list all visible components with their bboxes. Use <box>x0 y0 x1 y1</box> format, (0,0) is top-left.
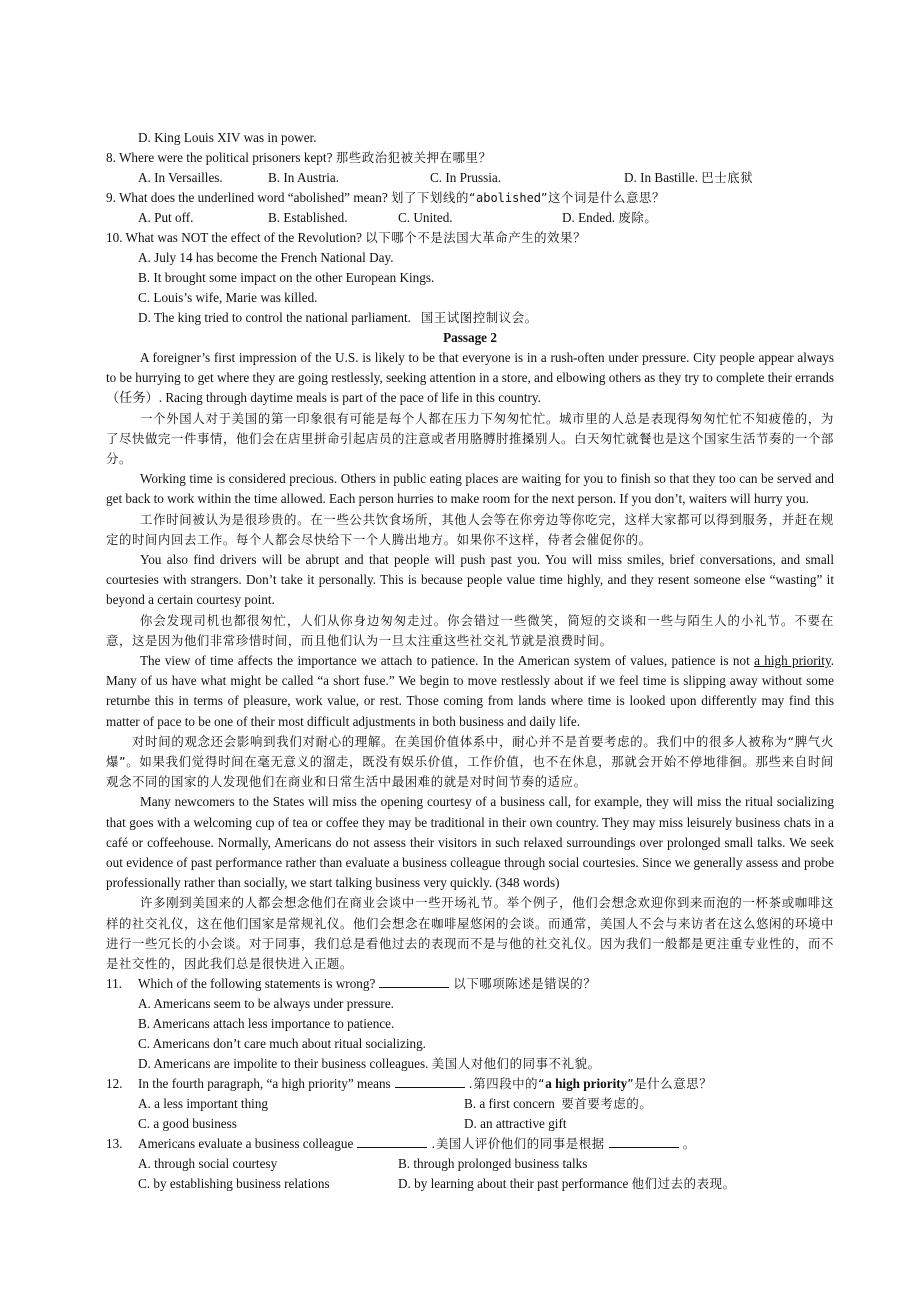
paragraph-1-cn: 一个外国人对于美国的第一印象很有可能是每个人都在压力下匆匆忙忙。城市里的人总是表现得匆匆忙忙不知疲倦的，为了尽快做完一件事情，他们会在店里拼命引起店员的注意或者用胳膊肘推搡别人。白天匆忙就餐也是这个国家生活节奏的一个部分。 <box>106 410 834 467</box>
q13-options-ab <box>106 1154 834 1174</box>
q8-options <box>106 168 834 188</box>
q9-stem-cn-2: ”这个词是什么意思？ <box>541 190 665 205</box>
q9-stem <box>106 188 834 208</box>
q11-blank <box>379 974 449 988</box>
q8-option-c: C. In Prussia. <box>430 170 502 185</box>
q11-option-b: B. Americans attach less importance to patience. <box>138 1016 395 1032</box>
q11-option-d: D. Americans are impolite to their business colleagues. 美国人对他们的同事不礼貌。 <box>138 1056 601 1072</box>
q11-option-a: A. Americans seem to be always under pressure. <box>138 996 394 1012</box>
paragraph-1-en: A foreigner’s first impression of the U.S. is likely to be that everyone is in a rush-often under pressure. City people appear always to be hurrying to get where they are going restlessly, seeking attention in a store, and elbowing others as they try to complete their errands （任务）. Racing through daytime meals is part of the pace of life in this country. <box>106 350 834 406</box>
q10-stem-cn: 以下哪个不是法国大革命产生的效果？ <box>365 230 587 245</box>
q9-option-a: A. Put off. <box>138 210 194 225</box>
paragraph-3-cn: 你会发现司机也都很匆忙，人们从你身边匆匆走过。你会错过一些微笑，简短的交谈和一些与陌生人的小礼节。不要在意，这是因为他们非常珍惜时间，而且他们认为一旦太注重这些社交礼节就是浪费时间。 <box>106 612 834 648</box>
q10-option-b: B. It brought some impact on the other European Kings. <box>138 270 435 285</box>
q13-stem: 13. Americans evaluate a business colleague .美国人评价他们的同事是根据 。 <box>106 1136 696 1152</box>
passage-title: Passage 2 <box>443 330 497 345</box>
q9-option-c: C. United. <box>398 210 453 225</box>
q12-options-ab <box>106 1094 834 1114</box>
q13-blank-2 <box>609 1134 679 1148</box>
q8-stem <box>106 148 834 168</box>
q9-stem-cn-1: 划了下划线的“ <box>391 190 476 205</box>
q12-option-b: B. a first concern 要首要考虑的。 <box>464 1096 653 1112</box>
q12-option-a: A. a less important thing <box>138 1096 269 1112</box>
q12-option-c: C. a good business <box>138 1116 237 1132</box>
q11-option-c: C. Americans don’t care much about ritual socializing. <box>138 1036 426 1052</box>
underlined-high-priority: a high priority <box>754 653 831 669</box>
q13-options-cd <box>106 1174 834 1194</box>
paragraph-5-en: Many newcomers to the States will miss the opening courtesy of a business call, for example, they will miss the ritual socializing that goes with a welcoming cup of tea or coffee they may be traditional in their own country. They may miss leisurely business chats in a café or coffeehouse. Normally, Americans do not assess their visitors in such relaxed surroundings over prolonged small talks. We seek out evidence of past performance rather than evaluate a business colleague through social courtesies. Since we generally assess and probe professionally rather than socially, we start talking business very quickly. (348 words) <box>106 794 834 891</box>
q8-option-b: B. In Austria. <box>268 170 340 185</box>
q13-option-b: B. through prolonged business talks <box>398 1156 588 1172</box>
paragraph-5-cn: 许多刚到美国来的人都会想念他们在商业会谈中一些开场礼节。举个例子，他们会想念欢迎你到来而泡的一杯茶或咖啡这样的社交礼仪，这在他们国家是常规礼仪。他们会想念在咖啡屋悠闲的会谈。而通常，美国人不会与来访者在这么悠闲的环境中进行一些冗长的小会谈。对于同事，我们总是看他过去的表现而不是与他的社交礼仪。因为我们一般都是更注重专业性的，而不是社交性的，因此我们总是很快进入正题。 <box>106 895 834 972</box>
q10-option-c: C. Louis’s wife, Marie was killed. <box>138 290 318 305</box>
paragraph-4-en: The view of time affects the importance we attach to patience. In the American system of values, patience is not a high priority. Many of us have what might be called “a short fuse.” We begin to move restlessly about if we feel time is slipping away without some returnbe this in terms of pleasure, work value, or rest. Those coming from lands where time is looked upon differently may find this matter of pace to be one of their most difficult adjustments in both business and daily life. <box>106 653 834 729</box>
q8-stem-cn: 那些政治犯被关押在哪里？ <box>335 150 492 165</box>
paragraph-3-en: You also find drivers will be abrupt and that people will push past you. You will miss smiles, brief conversations, and small courtesies with strangers. Don’t take it personally. This is because people value time highly, and they resent someone else “wasting” it beyond a certain courtesy point. <box>106 552 834 608</box>
q9-option-d: D. Ended. 废除。 <box>562 210 658 225</box>
document-page <box>106 120 834 1194</box>
q10-option-a: A. July 14 has become the French National Day. <box>138 250 394 265</box>
paragraph-2-cn: 工作时间被认为是很珍贵的。在一些公共饮食场所，其他人会等在你旁边等你吃完，这样大家都可以得到服务，并赶在规定的时间内回去工作。每个人都会尽快给下一个人腾出地方。如果你不这样，侍者会催促你的。 <box>106 511 834 547</box>
q9-stem-word: abolished <box>476 191 542 205</box>
q13-option-a: A. through social courtesy <box>138 1156 278 1172</box>
q12-stem: 12. In the fourth paragraph, “a high priority” means .第四段中的“a high priority”是什么意思？ <box>106 1076 713 1092</box>
q9-option-b: B. Established. <box>268 210 348 225</box>
q11-stem: 11. Which of the following statements is wrong? 以下哪项陈述是错误的？ <box>106 976 597 992</box>
q10-option-d: D. The king tried to control the national parliament. 国王试图控制议会。 <box>138 310 538 325</box>
q10-stem <box>106 228 834 248</box>
q12-options-cd <box>106 1114 834 1134</box>
paragraph-2-en: Working time is considered precious. Others in public eating places are waiting for you to finish so that they too can be served and get back to work within the time allowed. Each person hurries to make room for the next person. If you don’t, waiters will hurry you. <box>106 471 834 507</box>
q10-stem-en: 10. What was NOT the effect of the Revolution? <box>106 230 362 245</box>
q9-stem-en: 9. What does the underlined word “abolished” mean? <box>106 190 388 205</box>
q13-option-d: D. by learning about their past performance 他们过去的表现。 <box>398 1176 736 1192</box>
q8-option-a: A. In Versailles. <box>138 170 223 185</box>
q12-option-d: D. an attractive gift <box>464 1116 567 1132</box>
q9-options <box>106 208 834 228</box>
q13-option-c: C. by establishing business relations <box>138 1176 330 1192</box>
q12-blank <box>395 1074 465 1088</box>
q8-stem-en: 8. Where were the political prisoners kept? <box>106 150 333 165</box>
q7-option-d: D. King Louis XIV was in power. <box>138 130 317 145</box>
q13-blank-1 <box>357 1134 427 1148</box>
paragraph-4-cn: 对时间的观念还会影响到我们对耐心的理解。在美国价值体系中，耐心并不是首要考虑的。我们中的很多人被称为“脾气火爆”。如果我们觉得时间在毫无意义的溜走，既没有娱乐价值，工作价值，也不在休息，那就会开始不停地徘徊。那些来自时间观念不同的国家的人发现他们在商业和日常生活中最困难的就是对时间节奏的适应。 <box>106 733 834 790</box>
q8-option-d: D. In Bastille. 巴士底狱 <box>624 170 754 185</box>
